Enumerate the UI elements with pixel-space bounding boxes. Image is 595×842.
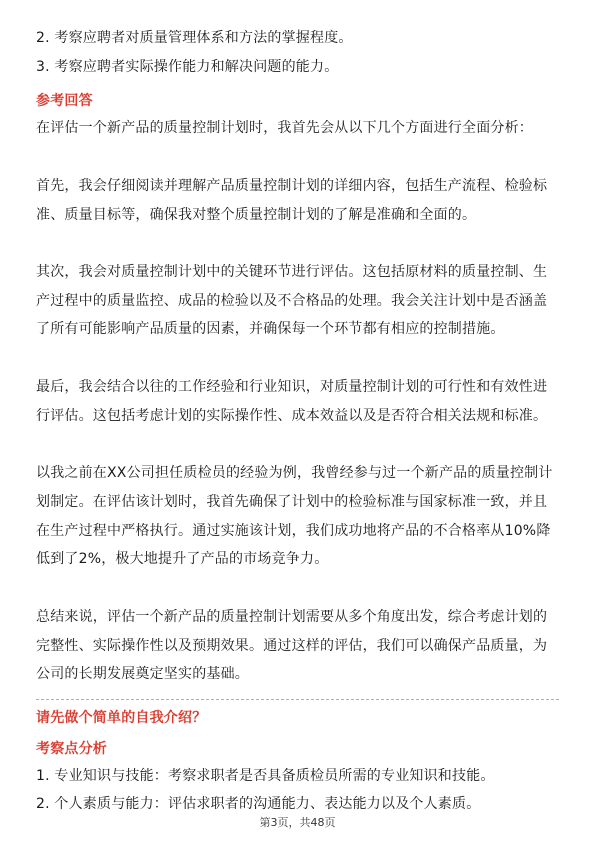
list-item-3: 3. 考察应聘者实际操作能力和解决问题的能力。 xyxy=(36,59,339,75)
paragraph-4-line: 以我之前在XX公司担任质检员的经验为例，我曾经参与过一个新产品的质量控制计 xyxy=(36,465,553,481)
section-divider xyxy=(36,699,559,700)
list-item-2: 2. 考察应聘者对质量管理体系和方法的掌握程度。 xyxy=(36,30,353,46)
page-footer: 第3页，共48页 xyxy=(259,816,336,829)
answer-intro: 在评估一个新产品的质量控制计划时，我首先会从以下几个方面进行全面分析： xyxy=(36,120,533,136)
paragraph-1-line: 准、质量目标等，确保我对整个质量控制计划的了解是准确和全面的。 xyxy=(36,207,477,223)
next-question-heading: 请先做个简单的自我介绍？ xyxy=(36,710,207,726)
paragraph-5-line: 总结来说，评估一个新产品的质量控制计划需要从多个角度出发，综合考虑计划的 xyxy=(36,609,548,625)
analysis-list-item: 1. 专业知识与技能：考察求职者是否具备质检员所需的专业知识和技能。 xyxy=(36,768,495,784)
paragraph-4-line: 在生产过程中严格执行。通过实施该计划，我们成功地将产品的不合格率从10%降 xyxy=(36,523,551,539)
paragraph-5-line: 完整性、实际操作性以及预期效果。通过这样的评估，我们可以确保产品质量，为 xyxy=(36,638,548,654)
paragraph-2-line: 产过程中的质量监控、成品的检验以及不合格品的处理。我会关注计划中是否涵盖 xyxy=(36,293,548,309)
paragraph-4-line: 划制定。在评估该计划时，我首先确保了计划中的检验标准与国家标准一致，并且 xyxy=(36,494,548,510)
paragraph-2-line: 其次，我会对质量控制计划中的关键环节进行评估。这包括原材料的质量控制、生 xyxy=(36,264,548,280)
answer-heading: 参考回答 xyxy=(36,93,93,109)
paragraph-3-line: 最后，我会结合以往的工作经验和行业知识，对质量控制计划的可行性和有效性进 xyxy=(36,379,548,395)
paragraph-5-line: 公司的长期发展奠定坚实的基础。 xyxy=(36,666,249,682)
analysis-heading: 考察点分析 xyxy=(36,741,107,757)
paragraph-4-line: 低到了2%，极大地提升了产品的市场竞争力。 xyxy=(36,551,329,567)
paragraph-2-line: 了所有可能影响产品质量的因素，并确保每一个环节都有相应的控制措施。 xyxy=(36,321,505,337)
paragraph-1-line: 首先，我会仔细阅读并理解产品质量控制计划的详细内容，包括生产流程、检验标 xyxy=(36,178,548,194)
paragraph-3-line: 行评估。这包括考虑计划的实际操作性、成本效益以及是否符合相关法规和标准。 xyxy=(36,408,548,424)
analysis-list-item: 2. 个人素质与能力：评估求职者的沟通能力、表达能力以及个人素质。 xyxy=(36,796,481,812)
